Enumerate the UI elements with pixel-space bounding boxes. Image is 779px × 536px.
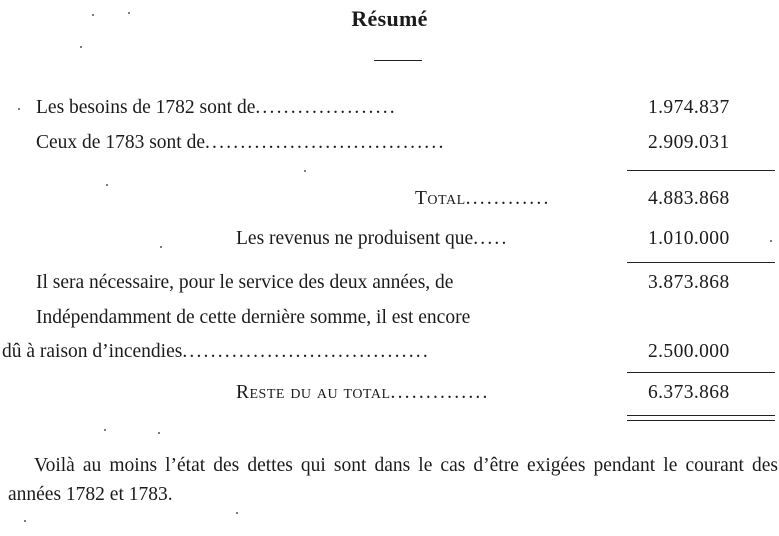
row-label: Il sera nécessaire, pour le service des deux années, de (36, 272, 454, 293)
amount-incendies: 2.500.000 (648, 341, 730, 362)
scan-speck (24, 520, 26, 522)
dot-leader: ..... (473, 228, 509, 249)
scan-speck (128, 12, 130, 14)
ledger-row-incendies (2, 340, 430, 364)
double-total-rule (627, 415, 775, 421)
scan-speck (92, 14, 94, 16)
closing-paragraph: Voilà au moins l’état des dettes qui sont dans le cas d’être exigées pendant le courant des années 1782 et 1783. (8, 455, 778, 505)
ledger-row-independamment (36, 306, 470, 330)
row-label: Ceux de 1783 sont de (36, 132, 205, 153)
title-underline (374, 60, 422, 61)
ledger-row-besoins-1782 (36, 96, 397, 120)
scan-speck (104, 429, 106, 431)
row-label: Indépendamment de cette dernière somme, il est encore (36, 307, 471, 328)
row-label: dû à raison d’incendies (2, 341, 183, 362)
ledger-row-necessaire (36, 271, 453, 295)
ledger-row-total (415, 187, 551, 211)
amount-necessaire: 3.873.868 (648, 272, 730, 293)
scan-speck (80, 46, 82, 48)
row-label: Total (415, 188, 466, 209)
dot-leader: .................................. (204, 132, 446, 153)
scan-speck (770, 240, 772, 242)
sum-rule (627, 170, 775, 171)
scan-speck (18, 108, 20, 110)
dot-leader: ................................... (182, 341, 430, 362)
row-label: Les revenus ne produisent que (236, 228, 474, 249)
scan-speck (236, 512, 238, 514)
amount-besoins-1783: 2.909.031 (648, 132, 730, 153)
amount-total: 4.883.868 (648, 188, 730, 209)
section-title: Résumé (351, 6, 428, 31)
ledger-row-revenus (236, 227, 509, 251)
row-label: Reste du au total (236, 382, 391, 403)
final-sum-rule (627, 372, 775, 373)
amount-revenus: 1.010.000 (648, 228, 730, 249)
dot-leader: .............. (390, 382, 490, 403)
scan-speck (304, 170, 306, 172)
scan-speck (160, 246, 162, 248)
scan-speck (158, 432, 160, 434)
row-label: Les besoins de 1782 sont de (36, 97, 256, 118)
scan-speck (106, 184, 108, 186)
dot-leader: .................... (255, 97, 397, 118)
amount-besoins-1782: 1.974.837 (648, 97, 730, 118)
amount-reste: 6.373.868 (648, 382, 730, 403)
dot-leader: ............ (465, 188, 551, 209)
ledger-row-reste (236, 381, 490, 405)
difference-rule (627, 262, 775, 263)
ledger-row-besoins-1783 (36, 131, 446, 155)
